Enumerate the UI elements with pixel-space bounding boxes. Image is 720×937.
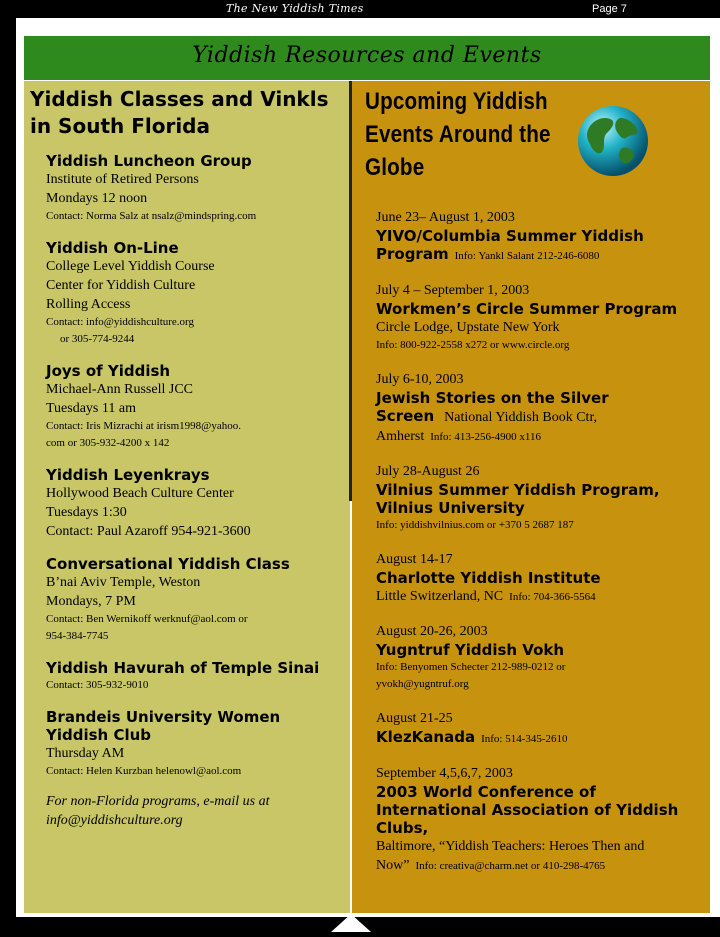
- class-detail: Rolling Access: [46, 297, 131, 312]
- event-info: yvokh@yugntruf.org: [376, 678, 469, 690]
- class-contact: com or 305-932-4200 x 142: [46, 437, 170, 449]
- event-title-cont: [376, 728, 698, 748]
- event-date: September 4,5,6,7, 2003: [376, 766, 513, 781]
- class-name: Yiddish Luncheon Group: [46, 152, 252, 170]
- event-item: [376, 370, 698, 446]
- class-detail: Contact: Paul Azaroff 954-921-3600: [46, 524, 251, 539]
- event-title-line: Program: [376, 245, 449, 263]
- class-contact: Contact: info@yiddishculture.org: [46, 316, 195, 328]
- event-title: KlezKanada: [376, 728, 476, 746]
- event-item: [376, 281, 698, 354]
- event-date: July 6-10, 2003: [376, 372, 464, 387]
- event-location-cont: [376, 587, 698, 606]
- footnote: For non-Florida programs, e-mail us at info@yiddishculture.org: [46, 794, 270, 828]
- event-info: Info: Benyomen Schecter 212-989-0212 or: [376, 661, 566, 673]
- event-location-cont: [376, 427, 698, 446]
- event-item: [376, 208, 698, 265]
- class-entry: [46, 466, 346, 541]
- class-detail: Mondays, 7 PM: [46, 594, 136, 609]
- event-title: YIVO/Columbia Summer Yiddish: [376, 227, 644, 245]
- class-name: Yiddish Leyenkrays: [46, 466, 210, 484]
- event-location: Circle Lodge, Upstate New York: [376, 320, 560, 335]
- event-title: Jewish Stories on the Silver: [376, 389, 609, 407]
- event-title-cont: [376, 245, 698, 265]
- event-info: Info: 413-256-4900 x116: [430, 431, 542, 443]
- class-entry: [46, 152, 346, 225]
- class-contact: 954-384-7745: [46, 630, 109, 642]
- event-date: June 23– August 1, 2003: [376, 210, 515, 225]
- event-title-cont: [376, 407, 698, 427]
- event-date: August 21-25: [376, 711, 453, 726]
- event-location: Baltimore, “Yiddish Teachers: Heroes Then and: [376, 839, 645, 854]
- event-info: Info: 704-366-5564: [509, 591, 596, 603]
- class-name: Yiddish On-Line: [46, 239, 179, 257]
- class-detail: Tuesdays 11 am: [46, 401, 136, 416]
- event-location: National Yiddish Book Ctr,: [444, 410, 598, 425]
- globe-icon: [576, 104, 650, 178]
- class-detail: Michael-Ann Russell JCC: [46, 382, 193, 397]
- class-entry: [46, 239, 346, 348]
- class-detail: College Level Yiddish Course: [46, 259, 215, 274]
- section-banner: Yiddish Resources and Events: [24, 36, 710, 80]
- class-contact: Contact: Norma Salz at nsalz@mindspring.com: [46, 210, 257, 222]
- class-detail: Mondays 12 noon: [46, 191, 148, 206]
- class-detail: Tuesdays 1:30: [46, 505, 127, 520]
- event-title: Workmen’s Circle Summer Program: [376, 300, 678, 318]
- class-name: Conversational Yiddish Class: [46, 555, 290, 573]
- class-detail: Institute of Retired Persons: [46, 172, 199, 187]
- column-divider: [349, 81, 352, 501]
- class-contact: Contact: Iris Mizrachi at irism1998@yahoo.: [46, 420, 241, 432]
- class-name: Brandeis University Women Yiddish Club: [46, 708, 281, 744]
- event-title-cont: [376, 783, 698, 837]
- event-item: [376, 550, 698, 606]
- event-info: Info: Yankl Salant 212-246-6080: [454, 250, 600, 262]
- event-title-tail: ,: [422, 819, 429, 837]
- class-contact: Contact: 305-932-9010: [46, 679, 149, 691]
- event-item: [376, 764, 698, 875]
- page-tab-marker: [331, 914, 371, 932]
- left-heading: Yiddish Classes and Vinkls in South Florida: [30, 87, 329, 138]
- paper-name: The New Yiddish Times: [226, 2, 364, 15]
- event-list: [376, 208, 698, 891]
- event-date: August 20-26, 2003: [376, 624, 488, 639]
- event-title: Yugntruf Yiddish Vokh: [376, 641, 565, 659]
- event-date: July 4 – September 1, 2003: [376, 283, 530, 298]
- event-title: Charlotte Yiddish Institute: [376, 569, 601, 587]
- class-detail: Thursday AM: [46, 746, 125, 761]
- event-location: Little Switzerland, NC: [376, 589, 504, 604]
- event-info: Info: yiddishvilnius.com or +370 5 2687 187: [376, 519, 574, 531]
- right-heading: Upcoming Yiddish Events Around the Globe: [365, 88, 551, 181]
- top-bar: [0, 0, 720, 18]
- class-entry: [46, 659, 346, 694]
- event-title-line: Screen: [376, 407, 435, 425]
- event-date: July 28-August 26: [376, 464, 480, 479]
- event-title: Vilnius Summer Yiddish Program, Vilnius University: [376, 481, 660, 517]
- left-edge-bar: [0, 18, 16, 937]
- class-detail: B’nai Aviv Temple, Weston: [46, 575, 201, 590]
- class-name: Joys of Yiddish: [46, 362, 171, 380]
- class-contact: Contact: Ben Wernikoff werknuf@aol.com or: [46, 613, 248, 625]
- class-detail: Center for Yiddish Culture: [46, 278, 196, 293]
- class-entry: [46, 362, 346, 452]
- event-item: [376, 622, 698, 693]
- class-name: Yiddish Havurah of Temple Sinai: [46, 659, 320, 677]
- event-title: 2003 World Conference of International Association of Yiddish Clubs: [376, 783, 679, 837]
- class-contact: or 305-774-9244: [60, 333, 135, 345]
- event-location-cont: [376, 856, 698, 875]
- class-entry: [46, 555, 346, 645]
- class-contact: Contact: Helen Kurzban helenowl@aol.com: [46, 765, 242, 777]
- event-date: August 14-17: [376, 552, 453, 567]
- class-entry: [46, 708, 346, 780]
- event-info: Info: 800-922-2558 x272 or www.circle.org: [376, 339, 570, 351]
- class-list: [46, 152, 346, 830]
- event-info: Info: 514-345-2610: [481, 733, 568, 745]
- event-location-line: Now”: [376, 858, 410, 873]
- page-number: Page 7: [592, 3, 627, 15]
- event-info: Info: creativa@charm.net or 410-298-4765: [415, 860, 606, 872]
- event-item: [376, 462, 698, 534]
- event-item: [376, 709, 698, 748]
- class-detail: Hollywood Beach Culture Center: [46, 486, 234, 501]
- event-location-line: Amherst: [376, 429, 425, 444]
